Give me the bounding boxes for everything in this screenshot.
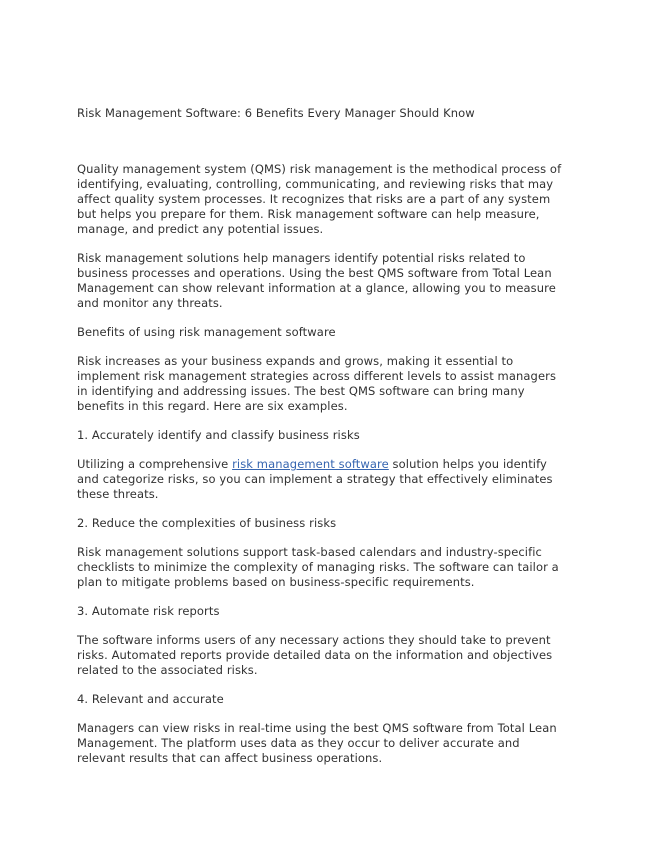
link-paragraph-before-text: Utilizing a comprehensive — [77, 457, 233, 471]
section-heading-benefit-4: 4. Relevant and accurate — [77, 692, 224, 706]
paragraph-relevant-accurate: Managers can view risks in real-time using the best QMS software from Total Lean Management. The platform uses data as they occur to deliver accurate and relevant results that can affect business operations. — [77, 721, 557, 765]
risk-management-software-link[interactable]: risk management software — [232, 457, 389, 471]
paragraph-identify-classify — [77, 457, 570, 502]
paragraph-risk-increases: Risk increases as your business expands and grows, making it essential to implement risk management strategies across different levels to assist managers in identifying and addressing issues. The best QMS software can bring many benefits in this regard. Here are six examples. — [77, 354, 557, 413]
paragraph-reduce-complexities: Risk management solutions support task-based calendars and industry-specific checklists to minimize the complexity of managing risks. The software can tailor a plan to mitigate problems based on business-specific requirements. — [77, 545, 559, 589]
link-paragraph-after-text: solution helps you identify and categorize risks, so you can implement a strategy that effectively eliminates these threats. — [77, 457, 553, 501]
section-heading-benefit-3: 3. Automate risk reports — [77, 604, 220, 618]
section-heading-benefit-2: 2. Reduce the complexities of business risks — [77, 516, 337, 530]
section-heading-benefits: Benefits of using risk management software — [77, 325, 336, 339]
paragraph-solutions-overview: Risk management solutions help managers identify potential risks related to business processes and operations. Using the best QMS software from Total Lean Management can show relevant information at a glance, allowing you to measure and monitor any threats. — [77, 251, 556, 310]
paragraph-automate-reports: The software informs users of any necessary actions they should take to prevent risks. Automated reports provide detailed data on the information and objectives related to the associated risks. — [77, 633, 553, 677]
section-heading-benefit-1: 1. Accurately identify and classify business risks — [77, 428, 360, 442]
paragraph-qms-intro: Quality management system (QMS) risk management is the methodical process of identifying, evaluating, controlling, communicating, and reviewing risks that may affect quality system processes. It recognizes that risks are a part of any system but helps you prepare for them. Risk management software can help measure, manage, and predict any potential issues. — [77, 162, 562, 236]
page-title: Risk Management Software: 6 Benefits Every Manager Should Know — [77, 106, 475, 120]
